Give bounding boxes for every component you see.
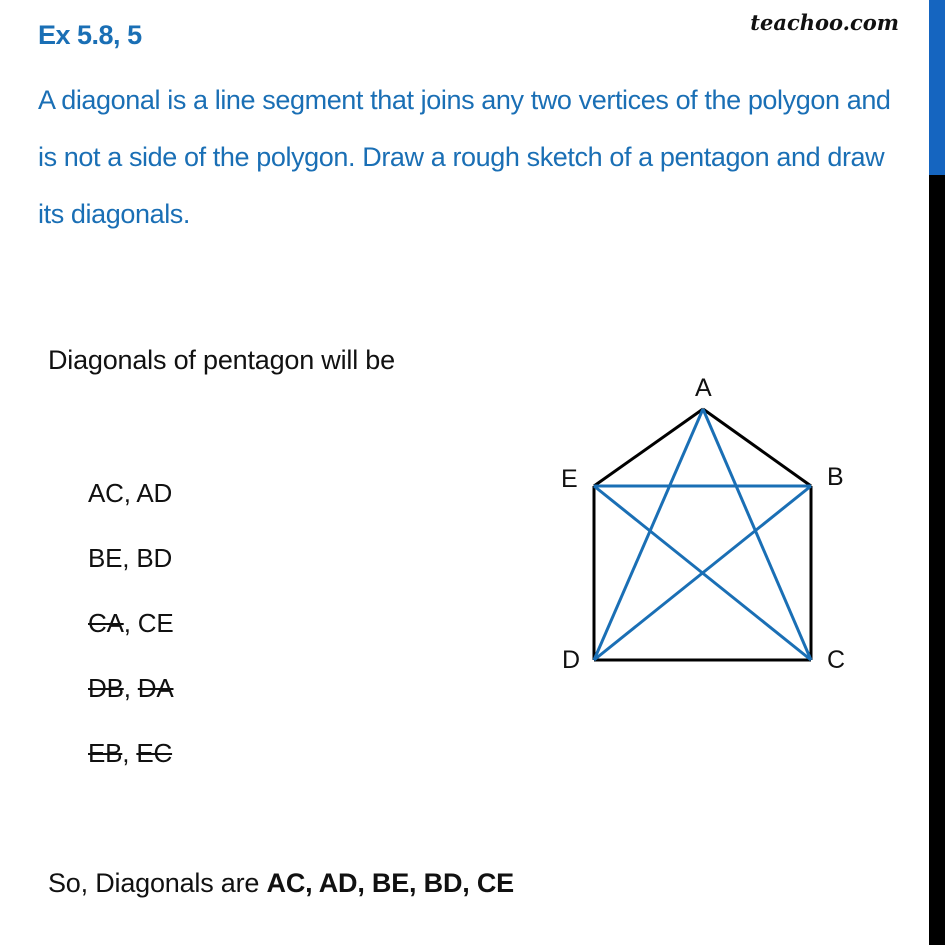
pair-first-struck: CA [88, 608, 124, 638]
pair-second: BD [136, 543, 173, 573]
right-edge-bar-black [929, 175, 945, 945]
pair-second-struck: DA [137, 673, 174, 703]
pair-first-struck: DB [88, 673, 124, 703]
pair-first-struck: EB [88, 738, 123, 768]
brand-logo: teachoo.com [750, 10, 899, 35]
pentagon-diagonals [594, 409, 811, 660]
conclusion-answer: AC, AD, BE, BD, CE [266, 868, 514, 898]
exercise-title: Ex 5.8, 5 [38, 20, 142, 50]
pair-separator: , [122, 738, 137, 768]
vertex-label-d: D [562, 646, 581, 674]
pair-separator: , [123, 673, 138, 703]
vertex-label-e: E [561, 465, 578, 493]
pentagon-sides [594, 409, 811, 660]
pair-separator: , [122, 543, 137, 573]
question-text: A diagonal is a line segment that joins any two vertices of the polygon and is not a side of the polygon. Draw a rough sketch of a pentagon and draw its diagonals. [38, 85, 891, 229]
right-edge-bar-blue [929, 0, 945, 175]
pair-first: AC [88, 478, 124, 508]
pair-separator: , [123, 478, 137, 508]
pair-separator: , [123, 608, 138, 638]
conclusion-prefix: So, Diagonals are [48, 868, 267, 898]
vertex-label-b: B [827, 463, 844, 491]
pair-second: CE [137, 608, 174, 638]
vertex-label-c: C [827, 646, 846, 674]
vertex-label-a: A [695, 374, 712, 402]
solution-intro: Diagonals of pentagon will be [48, 345, 395, 375]
pair-second: AD [136, 478, 173, 508]
pair-second-struck: EC [136, 738, 173, 768]
pair-first: BE [88, 543, 123, 573]
